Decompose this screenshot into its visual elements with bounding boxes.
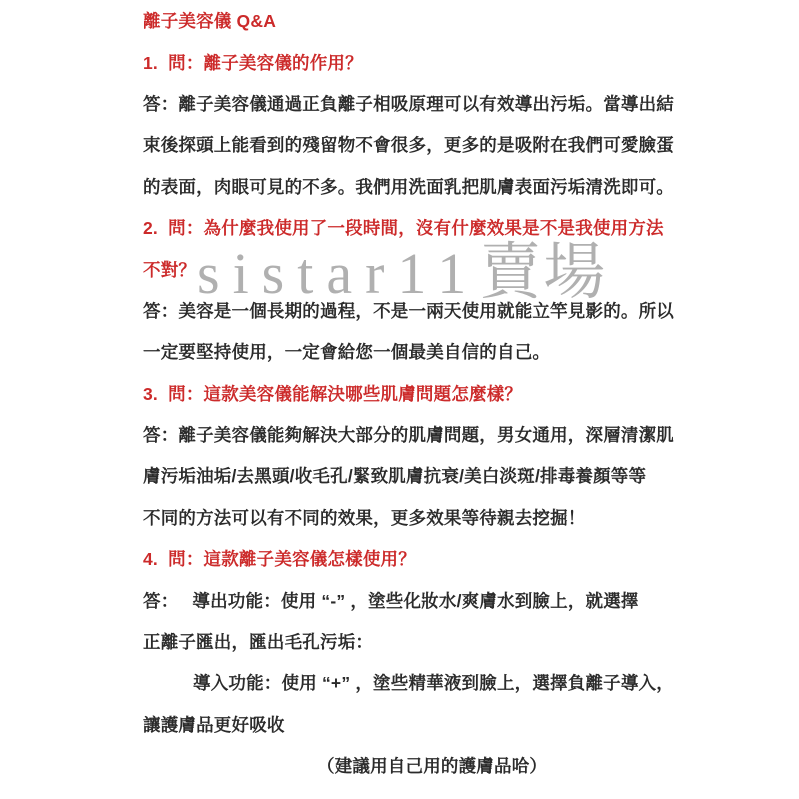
- question-1-line: 1. 問：離子美容儀的作用？: [143, 52, 363, 73]
- answer-3-line: 膚污垢油垢/去黑頭/收毛孔/緊致肌膚抗衰/美白淡斑/排毒養顏等等: [143, 466, 647, 487]
- doc-title: 離子美容儀 Q&A: [143, 11, 277, 32]
- answer-4-note-line: （建議用自己用的護膚品哈）: [317, 756, 548, 777]
- answer-4-line: 正離子匯出，匯出毛孔污垢：: [143, 632, 374, 653]
- answer-3-line: 答：離子美容儀能夠解決大部分的肌膚問題，男女通用，深層清潔肌: [143, 425, 674, 446]
- answer-4-line: 導入功能：使用 “+” ，塗些精華液到臉上，選擇負離子導入，: [193, 673, 674, 694]
- answer-3-line: 不同的方法可以有不同的效果，更多效果等待親去挖掘！: [143, 507, 586, 528]
- answer-2-line: 一定要堅持使用，一定會給您一個最美自信的自己。: [143, 342, 551, 363]
- question-2-line: 不對？: [143, 259, 197, 280]
- answer-1-line: 的表面，肉眼可見的不多。我們用洗面乳把肌膚表面污垢清洗即可。: [143, 176, 674, 197]
- answer-2-line: 答：美容是一個長期的過程，不是一兩天使用就能立竿見影的。所以: [143, 300, 674, 321]
- watermark-latin-text: sistar11: [197, 241, 480, 306]
- answer-1-line: 束後探頭上能看到的殘留物不會很多，更多的是吸附在我們可愛臉蛋: [143, 135, 674, 156]
- answer-1-line: 答：離子美容儀通過正負離子相吸原理可以有效導出污垢。當導出結: [143, 93, 674, 114]
- question-4-line: 4. 問：這款離子美容儀怎樣使用？: [143, 549, 416, 570]
- question-2-line: 2. 問：為什麼我使用了一段時間，沒有什麼效果是不是我使用方法: [143, 218, 664, 239]
- watermark-cjk-text: 賣場: [479, 239, 608, 307]
- answer-4-line: 答： 導出功能：使用 “-” ，塗些化妝水/爽膚水到臉上，就選擇: [143, 590, 639, 611]
- question-3-line: 3. 問：這款美容儀能解決哪些肌膚問題怎麼樣？: [143, 383, 523, 404]
- answer-4-line: 讓護膚品更好吸收: [143, 714, 285, 735]
- qa-document: [143, 0, 683, 786]
